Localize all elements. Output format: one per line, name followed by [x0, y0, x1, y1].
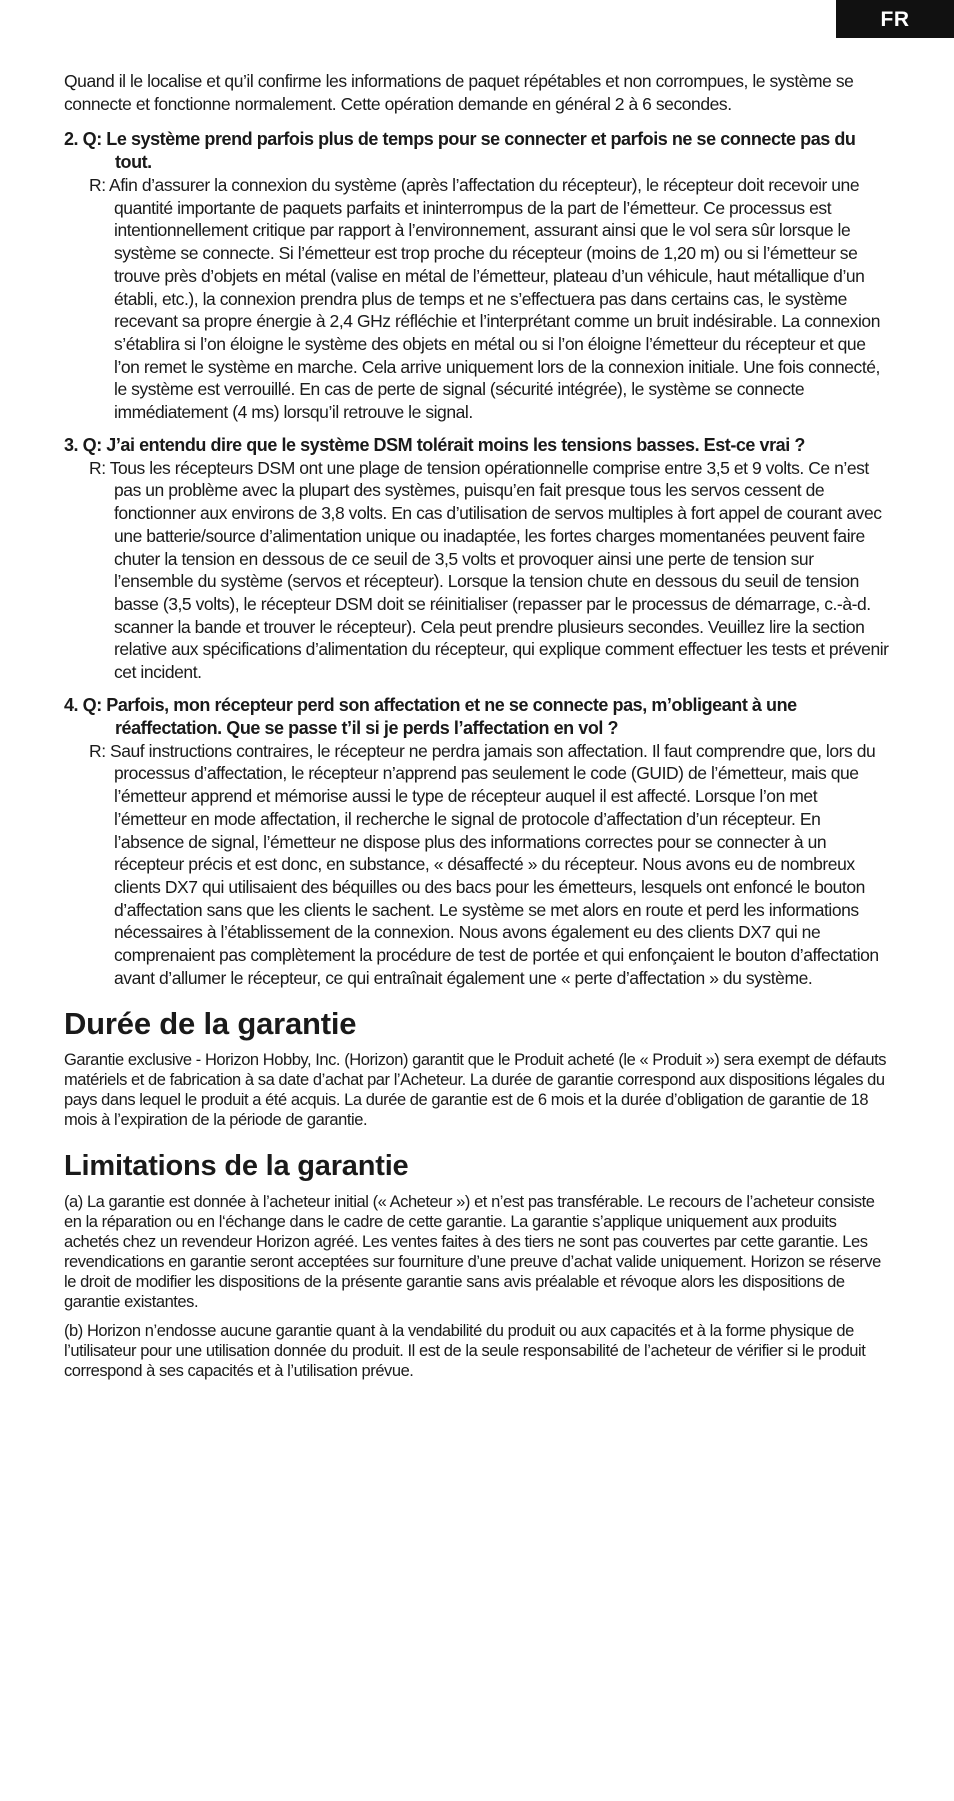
faq-answer: R: Afin d’assurer la connexion du système (après l’affectation du récepteur), le récepteur doit recevoir une quantité importante de paquets parfaits et ininterrompus de la part de l’émetteur. Ce processus est intentionnellement critique par rapport à l’environnement, assurant ainsi que le vol sera sûr lorsque le système se connecte. Si l’émetteur est trop proche du récepteur (moins de 1,20 m) ou si l’émetteur se trouve près d’objets en métal (valise en métal de l’émetteur, plateau d’un véhicule, haut métallique d’un établi, etc.), la connexion prendra plus de temps et ne s’effectuera pas dans certains cas, le système recevant sa propre énergie à 2,4 GHz réfléchie et l’interprétant comme un bruit indésirable. La connexion s’établira si l’on éloigne le système des objets en métal ou si l’on éloigne l’émetteur du récepteur et que l’on remet le système en marche. Cela arrive uniquement lors de la connexion initiale. Une fois connecté, le système est verrouillé. En cas de perte de signal (sécurité intégrée), le système se connecte immédiatement (4 ms) lorsqu’il retrouve le signal.: [89, 175, 880, 423]
faq-item-3: [64, 434, 892, 684]
warranty-duration-heading: Durée de la garantie: [64, 1005, 357, 1041]
faq-answer: R: Sauf instructions contraires, le récepteur ne perdra jamais son affectation. Il faut comprendre que, lors du processus d’affectation, le récepteur n’apprend pas seulement le code (GUID) de l’émetteur, mais que l’émetteur apprend et mémorise aussi le type de récepteur auquel il est affecté. Lorsque l’on met l’émetteur en mode affectation, il recherche le signal de protocole d’affectation d’un récepteur. En l’absence de signal, l’émetteur ne dispose plus des informations correctes pour se connecter à un récepteur précis et est donc, en substance, « désaffecté » du récepteur. Nous avons eu de nombreux clients DX7 qui utilisaient des béquilles ou des bacs pour les émetteurs, lesquels ont enfoncé le bouton d’affectation sans que les clients le sachent. Le système se met alors en route et perd les informations nécessaires à l’établissement de la connexion. Nous avons également eu des clients DX7 qui ne comprenaient pas complètement la procédure de test de portée et qui enfonçaient le bouton d’affectation avant d’allumer le récepteur, ce qui entraînait également une « perte d’affectation » du système.: [89, 740, 879, 988]
faq-question: 4. Q: Parfois, mon récepteur perd son affectation et ne se connecte pas, m’obligeant à une réaffectation. Que se passe t’il si je perds l’affectation en vol ?: [64, 694, 797, 738]
document-page: [64, 70, 892, 1390]
intro-paragraph: Quand il le localise et qu’il confirme les informations de paquet répétables et non corrompues, le système se connecte et fonctionne normalement. Cette opération demande en général 2 à 6 secondes.: [64, 71, 854, 114]
faq-answer: R: Tous les récepteurs DSM ont une plage de tension opérationnelle comprise entre 3,5 et 9 volts. Ce n’est pas un problème avec la plupart des systèmes, puisqu’en fait presque tous les servos cessent de fonctionner aux environs de 3,8 volts. En cas d’utilisation de servos multiples à fort appel de courant avec une batterie/source d’alimentation unique ou inadaptée, les fortes charges momentanées peuvent faire chuter la tension en dessous de ce seuil de 3,5 volts et provoquer ainsi une perte de tension sur l’ensemble du système (servos et récepteur). Lorsque la tension chute en dessous du seuil de tension basse (3,5 volts), le récepteur DSM doit se réinitialiser (repasser par le processus de démarrage, c.-à-d. scanner la bande et trouver le récepteur). Cela peut prendre plusieurs secondes. Veuillez lire la section relative aux spécifications d’alimentation du récepteur, qui explique comment effectuer les tests et prévenir cet incident.: [89, 457, 889, 683]
faq-item-4: [64, 694, 892, 990]
faq-item-2: [64, 128, 892, 424]
warranty-limits-paragraph-a: (a) La garantie est donnée à l’acheteur initial (« Acheteur ») et n’est pas transférable. Le recours de l’acheteur consiste en la réparation ou en l‘échange dans le cadre de cette garantie. La garantie s’applique uniquement aux produits achetés chez un revendeur Horizon agréé. Les ventes faites à des tiers ne sont pas couvertes par cette garantie. Les revendications en garantie seront acceptées sur fourniture d’une preuve d’achat valide uniquement. Horizon se réserve le droit de modifier les dispositions de la présente garantie sans avis préalable et révoque alors les dispositions de garantie existantes.: [64, 1192, 881, 1311]
warranty-limits-heading: Limitations de la garantie: [64, 1149, 409, 1182]
warranty-duration-text: Garantie exclusive - Horizon Hobby, Inc. (Horizon) garantit que le Produit acheté (le « Produit ») sera exempt de défauts matériels et de fabrication à sa date d’achat par l’Acheteur. La durée de garantie correspond aux dispositions légales du pays dans lequel le produit a été acquis. La durée de garantie est de 6 mois et la durée d’obligation de garantie de 18 mois à l’expiration de la période de garantie.: [64, 1050, 887, 1129]
language-tab: FR: [836, 0, 954, 38]
faq-question: 3. Q: J’ai entendu dire que le système DSM tolérait moins les tensions basses. Est-ce vrai ?: [64, 434, 805, 455]
warranty-limits-paragraph-b: (b) Horizon n’endosse aucune garantie quant à la vendabilité du produit ou aux capacités et à la forme physique de l’utilisateur pour une utilisation donnée du produit. Il est de la seule responsabilité de l’acheteur de vérifier si le produit correspond à ses capacités et à l’utilisation prévue.: [64, 1321, 866, 1380]
faq-question: 2. Q: Le système prend parfois plus de temps pour se connecter et parfois ne se connecte pas du tout.: [64, 129, 856, 172]
